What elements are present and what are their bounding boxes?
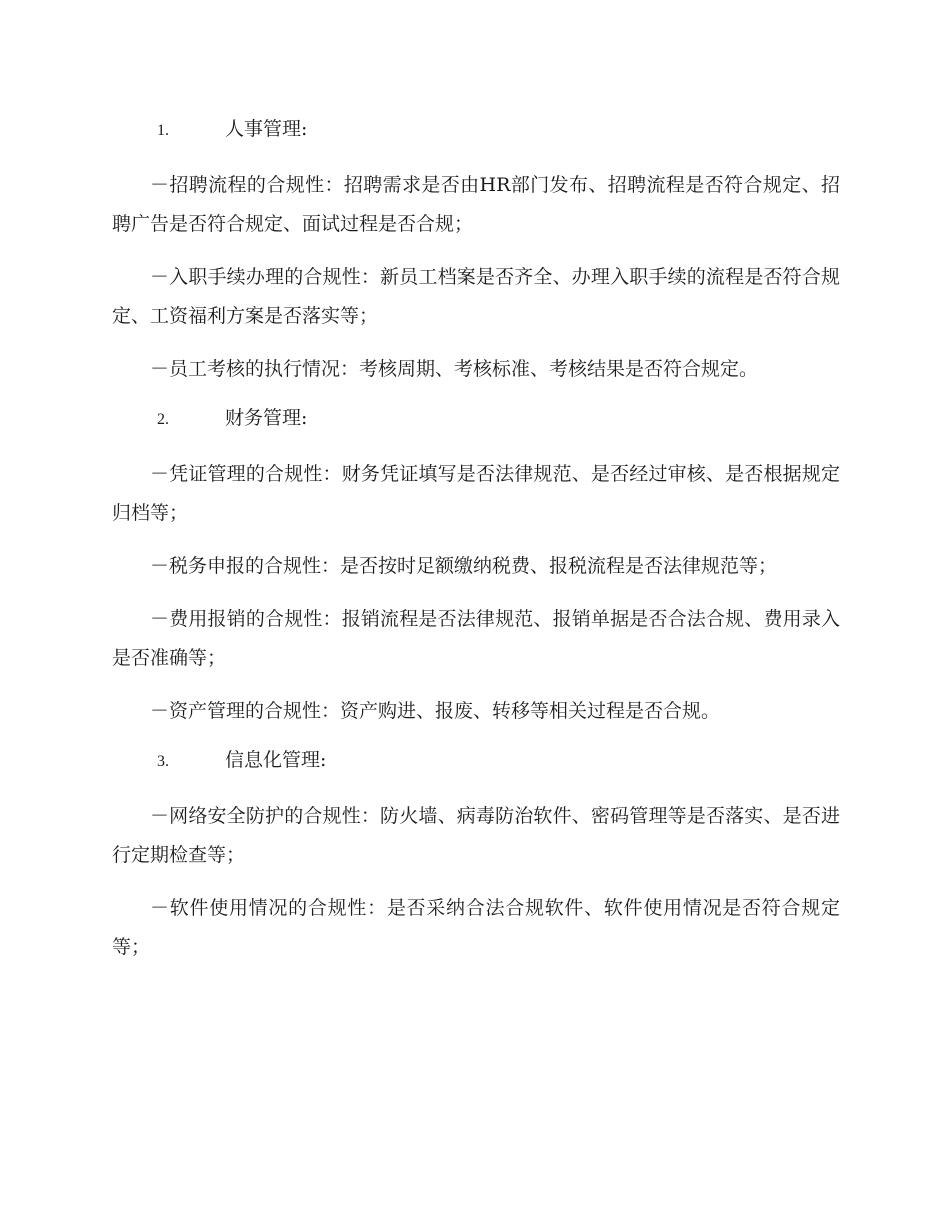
paragraph-network-security: －网络安全防护的合规性：防火墙、病毒防治软件、密码管理等是否落实、是否进行定期检查等； (112, 805, 840, 866)
section-title: 财务管理: (225, 407, 308, 429)
paragraph-assets: －资产管理的合规性：资产购进、报废、转移等相关过程是否合规。 (150, 700, 721, 722)
paragraph-tax: －税务申报的合规性：是否按时足额缴纳税费、报税流程是否法律规范等； (150, 555, 778, 577)
section-heading-finance (112, 403, 840, 433)
paragraph-assessment: －员工考核的执行情况：考核周期、考核标准、考核结果是否符合规定。 (150, 358, 759, 380)
paragraph-onboarding: －入职手续办理的合规性：新员工档案是否齐全、办理入职手续的流程是否符合规定、工资福利方案是否落实等； (112, 266, 840, 327)
paragraph-software-usage: －软件使用情况的合规性：是否采纳合法合规软件、软件使用情况是否符合规定等； (112, 897, 840, 958)
paragraph-expense: －费用报销的合规性：报销流程是否法律规范、报销单据是否合法合规、费用录入是否准确等； (112, 608, 840, 669)
section-heading-it (112, 745, 840, 775)
paragraph-recruitment: －招聘流程的合规性：招聘需求是否由HR部门发布、招聘流程是否符合规定、招聘广告是否符合规定、面试过程是否合规； (112, 174, 840, 235)
section-number: 1. (157, 122, 169, 139)
section-heading-hr (112, 114, 840, 144)
section-number: 2. (157, 411, 169, 428)
section-title: 信息化管理: (225, 749, 327, 771)
paragraph-voucher: －凭证管理的合规性：财务凭证填写是否法律规范、是否经过审核、是否根据规定归档等； (112, 463, 840, 524)
section-title: 人事管理: (225, 118, 308, 140)
section-number: 3. (157, 753, 169, 770)
